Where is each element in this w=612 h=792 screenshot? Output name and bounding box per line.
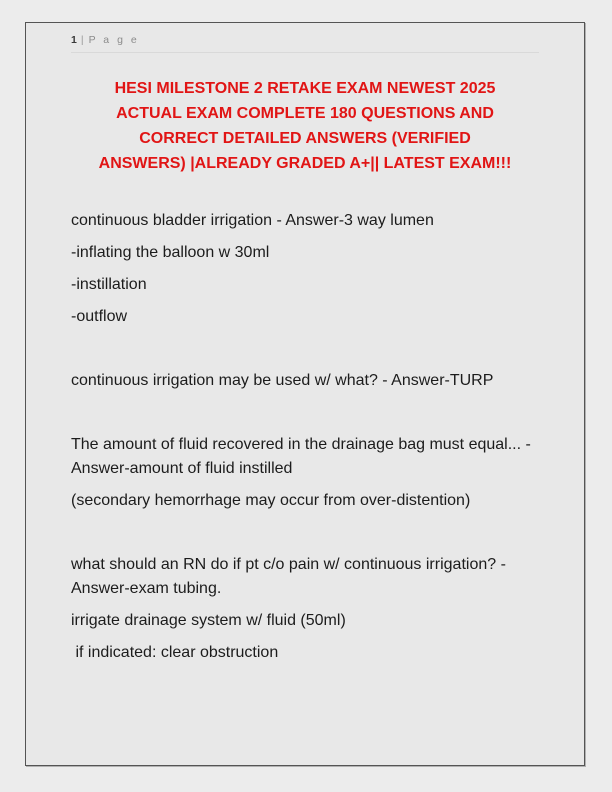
page-number: 1	[71, 34, 77, 46]
document-title	[71, 76, 539, 176]
page-label: P a g e	[88, 34, 140, 46]
paragraph: what should an RN do if pt c/o pain w/ continuous irrigation? - Answer-exam tubing.	[71, 556, 510, 597]
paragraph: if indicated: clear obstruction	[71, 644, 279, 661]
paragraph: continuous irrigation may be used w/ what? - Answer-TURP	[71, 372, 494, 389]
paragraph	[71, 401, 539, 425]
paragraph: irrigate drainage system w/ fluid (50ml)	[71, 612, 346, 629]
paragraph	[71, 521, 539, 545]
document-title-line: CORRECT DETAILED ANSWERS (VERIFIED	[139, 130, 471, 147]
paragraph	[71, 337, 539, 361]
paragraph: -outflow	[71, 308, 128, 325]
paragraph: -instillation	[71, 276, 147, 293]
paragraph: (secondary hemorrhage may occur from over-distention)	[71, 492, 471, 509]
document-page	[25, 22, 585, 766]
page-header	[71, 33, 539, 53]
paragraph: -inflating the balloon w 30ml	[71, 244, 270, 261]
page-number-separator: |	[80, 34, 84, 46]
document-body	[71, 209, 539, 665]
document-title-line: ACTUAL EXAM COMPLETE 180 QUESTIONS AND	[116, 105, 494, 122]
document-title-line: ANSWERS) |ALREADY GRADED A+|| LATEST EXAM!!!	[98, 155, 512, 172]
paragraph: continuous bladder irrigation - Answer-3 way lumen	[71, 212, 434, 229]
document-title-line: HESI MILESTONE 2 RETAKE EXAM NEWEST 2025	[114, 80, 496, 97]
paragraph: The amount of fluid recovered in the drainage bag must equal... - Answer-amount of fluid instilled	[71, 436, 535, 477]
